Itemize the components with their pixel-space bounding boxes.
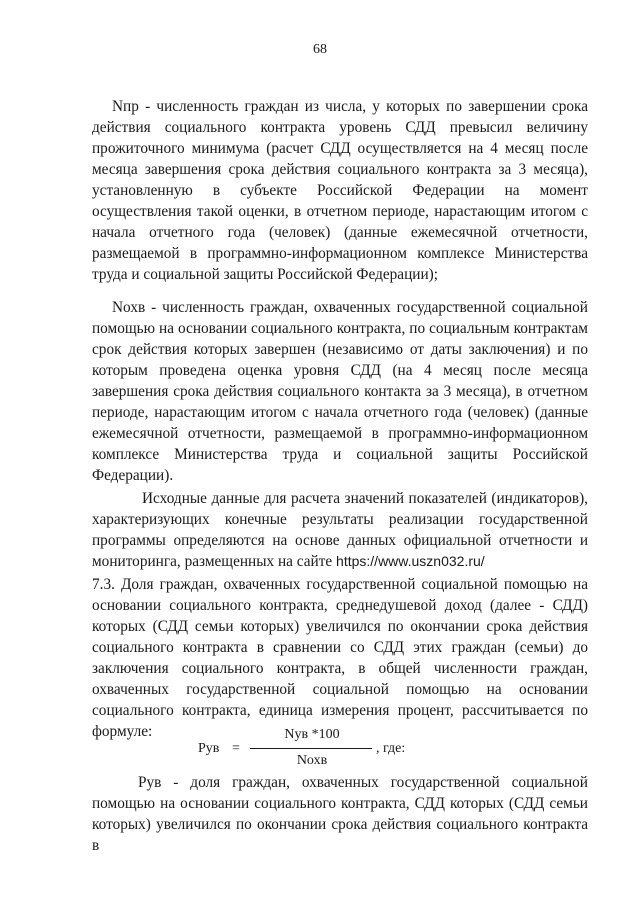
formula-equals-sign: = [232, 741, 240, 756]
section-7-3-paragraph: 7.3. Доля граждан, охваченных государственной социальной помощью на основании социального контракта, среднедушевой доход (далее - СДД) которых (СДД семьи которых) увеличился по окончании срока действия социального контракта в сравнении со СДД этих граждан (семьи) до заключения социального контракта, в общей численности граждан, охваченных государственной социальной помощью на основании социального контракта, единица измерения процент, рассчитывается по формуле: [92, 576, 588, 740]
paragraph-npr-definition: Nпр - численность граждан из числа, у которых по завершении срока действия социального контракта уровень СДД превысил величину прожиточного минимума (расчет СДД осуществляется на 4 месяц после месяца завершения срока действия социального контракта за 3 месяца), установленную в субъекте Российской Федерации на момент осуществления такой оценки, в отчетном периоде, нарастающим итогом с начала отчетного года (человек) (данные ежемесячной отчетности, размещаемой в программно-информационном комплексе Министерства труда и социальной защиты Российской Федерации); [92, 98, 588, 283]
page-number: 68 [313, 42, 327, 57]
data-source-text: Исходные данные для расчета значений показателей (индикаторов), характеризующих конечные результаты реализации государственной программы определяются на основе данных официальной отчетности и мониторинга, размещенных на сайте [92, 490, 588, 570]
paragraph-noxv-definition: Nохв - численность граждан, охваченных государственной социальной помощью на основании социального контракта, по социальным контрактам срок действия которых завершен (независимо от даты заключения) и по которым проведена оценка уровня СДД (на 4 месяц после месяца завершения срока действия социального контакта за 3 месяца), в отчетном периоде, нарастающим итогом с начала отчетного года (человек) (данные ежемесячной отчетности, размещаемой в программно-информационном комплексе Министерства труда и социальной защиты Российской Федерации). [92, 299, 588, 484]
formula-where-suffix: , где: [376, 741, 406, 756]
paragraph-prv-definition: Рув - доля граждан, охваченных государственной социальной помощью на основании социального контракта, СДД которых (СДД семьи которых) увеличился по окончании срока действия социального контракта в [92, 774, 588, 854]
formula-denominator: Nохв [296, 753, 328, 768]
formula-block [190, 727, 450, 777]
source-url-link[interactable]: https://www.uszn032.ru/ [336, 553, 485, 569]
paragraph-data-source [92, 488, 588, 572]
formula-fraction-bar [250, 748, 372, 749]
formula-lhs: Рув [198, 741, 220, 756]
formula-numerator: Nув *100 [284, 727, 340, 742]
